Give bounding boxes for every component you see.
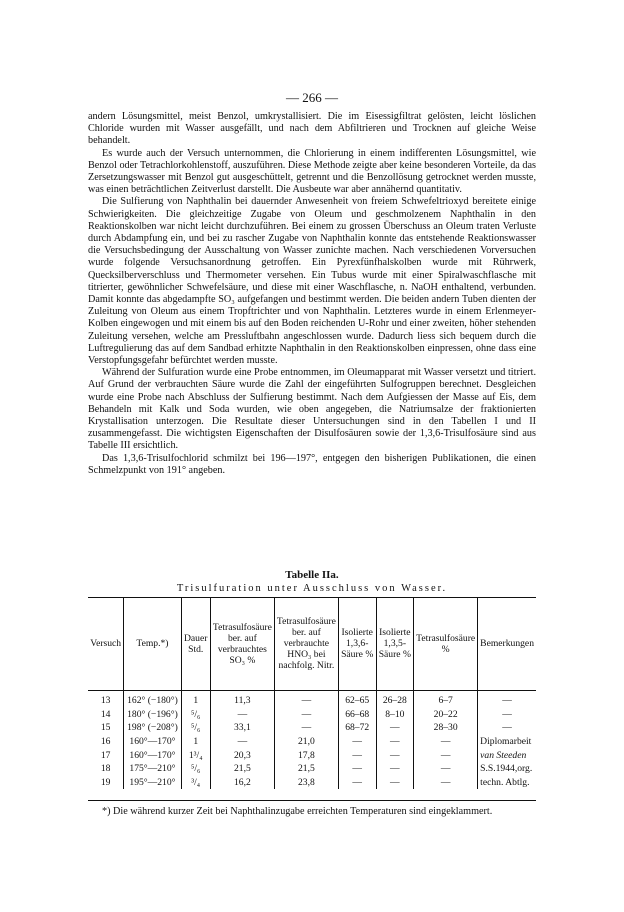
table-cell: 13 [100,694,111,706]
footnote-text: *) Die während kurzer Zeit bei Naphthalinzugabe erreichten Temperaturen sind eingeklammert. [102,806,493,817]
footnote [88,806,536,818]
table-cell: 180° (−196°) [124,707,181,721]
table-cell: 33,1 [210,721,274,735]
table-cell: 17,8 [274,748,338,762]
table-cell: — [478,721,536,735]
paragraph: Das 1,3,6-Trisulfochlorid schmilzt bei 196—197°, entgegen den bisherigen Publikationen, die einen Schmelzpunkt von 191° angeben. [88,452,536,476]
table-row [88,762,536,776]
col-header-bemerkungen: Bemerkungen [478,598,536,690]
table-cell: ⁵/₆ [181,707,210,721]
body-text [88,111,536,477]
col-header-tetra-hno3: Tetrasulfosäure ber. auf verbrauchte HNO₃ bei nachfolg. Nitr. [274,598,338,690]
col-header-versuch: Versuch [88,598,124,690]
table-cell: 8–10 [376,707,414,721]
table-row [88,748,536,762]
table-cell: — [274,707,338,721]
col-header-dauer: Dauer Std. [181,598,210,690]
table-cell: — [274,721,338,735]
table-cell: — [478,707,536,721]
table-cell: — [478,690,536,707]
table-cell: 198° (−208°) [124,721,181,735]
table-cell: — [414,776,478,790]
table-cell: — [338,762,376,776]
table-cell: ³/₄ [181,776,210,790]
table-row [88,690,536,707]
table-cell: — [414,762,478,776]
table-cell: 11,3 [210,690,274,707]
table-cell: — [210,735,274,749]
table-cell: — [376,721,414,735]
table-cell: 195°—210° [124,776,181,790]
table-cell: Diplomarbeit [478,735,536,749]
table-cell: 175°—210° [124,762,181,776]
col-header-136: Isolierte 1,3,6-Säure % [338,598,376,690]
table-cell: 26–28 [376,690,414,707]
paragraph: Die Sulfierung von Naphthalin bei dauernder Anwesenheit von freiem Schwefeltrioxyd bereitete einige Schwierigkeiten. Die gleichzeitige Zugabe von Oleum und geschmolzenem Naphthalin in den Reaktionskolben war nicht leicht durchzuführen. Bei einem zu grossen Überschuss an Oleum traten Verluste durch Abdampfung ein, und bei zu rascher Zugabe von Naphthalin konnte das entstehende Reaktionswasser die Versuchsbedingung der Ausschaltung von Wasser zunichte machen. Nach verschiedenen Vorversuchen wurde folgende Versuchsanordnung getroffen. Ein Pyrexfünfhalskolben wurde mit Rührwerk, Quecksilberverschluss und Thermometer versehen. Ein Tubus wurde mit einer Spiralwaschflasche mit titrierter, gewöhnlicher Schwefelsäure, und diese mit einer Waschflasche, n. NaOH enthaltend, verbunden. Damit konnte das abgedampfte SO₃ aufgefangen und bestimmt werden. Die beiden andern Tuben dienten der Zuleitung von Oleum aus einem Tropftrichter und von Naphthalin. Letzteres wurde in einem Erlenmeyer-Kolben eingewogen und mit einem bis auf den Boden reichenden U-Rohr und einer zweiten, höher stehenden Zuleitung versehen, welche am Pressluftbahn angeschlossen wurde. Dadurch liess sich bequem durch die Luftregulierung das auf dem Sandbad erhitzte Naphthalin in den Reaktionskolben einpressen, ohne dass eine Verstopfungsgefahr befürchtet werden musste. [88,196,536,367]
table-row [88,735,536,749]
results-table [88,598,536,789]
table-cell: 15 [100,722,111,734]
table-cell: — [376,762,414,776]
table-cell: — [338,735,376,749]
col-header-temp: Temp.*) [124,598,181,690]
table-cell: 66–68 [338,707,376,721]
table-cell: — [338,748,376,762]
table-cell: 21,5 [274,762,338,776]
table-cell: — [414,735,478,749]
table-row [88,776,536,790]
table-cell: — [414,748,478,762]
paragraph: Es wurde auch der Versuch unternommen, die Chlorierung in einem indifferenten Lösungsmittel, wie Benzol oder Tetrachlorkohlenstoff, auszuführen. Diese Methode zeigte aber keine besonderen Vorteile, da das Zersetzungswasser mit Benzol gut ausgeschüttelt, getrennt und die Benzollösung getrocknet werden musste, was einen beträchtlichen Zeitverlust darstellt. Die Ausbeute war aber annähernd quantitativ. [88,147,536,196]
table-cell: ⁵/₆ [181,721,210,735]
table-cell: 1³/₄ [181,748,210,762]
table-cell: — [338,776,376,790]
col-header-tetra: Tetrasulfosäure % [414,598,478,690]
table-cell: 21,5 [210,762,274,776]
table-cell: 28–30 [414,721,478,735]
table-cell: 1 [181,690,210,707]
col-header-135: Isolierte 1,3,5-Säure % [376,598,414,690]
table-cell: 1 [181,735,210,749]
page-number: — 266 — [286,90,338,105]
table-cell: — [376,776,414,790]
table-title: Tabelle IIa. [285,569,339,581]
paragraph: Während der Sulfuration wurde eine Probe entnommen, im Oleumapparat mit Wasser versetzt und titriert. Auf Grund der verbrauchten Säure wurde die Zahl der eingeführten Sulfogruppen berechnet. Desgleichen wurde eine Probe nach Abschluss der Sulfierung bestimmt. Nach dem Aufgiessen der Masse auf Eis, dem Behandeln mit Kalk und Soda wurden, wie oben angegeben, die Natriumsalze der fraktionierten Krystallisation unterzogen. Die Resultate dieser Untersuchungen sind in den Tabellen I und II zusammengefasst. Die wichtigsten Eigenschaften der Disulfosäuren sowie der 1,3,6-Trisulfosäure sind aus Tabelle III ersichtlich. [88,367,536,452]
table-row [88,707,536,721]
table-header-row [88,598,536,690]
table-cell: ⁵/₆ [181,762,210,776]
table-cell: 16 [100,735,111,747]
table-row [88,721,536,735]
table-cell: S.S.1944,org. [478,762,536,776]
table-cell: 16,2 [210,776,274,790]
table-cell: techn. Abtlg. [478,776,536,790]
table-cell: 23,8 [274,776,338,790]
table-cell: 6–7 [414,690,478,707]
table-cell: 160°—170° [124,735,181,749]
table-cell: 162° (−180°) [124,690,181,707]
table-cell: 20–22 [414,707,478,721]
table-cell: 21,0 [274,735,338,749]
table-cell: 160°—170° [124,748,181,762]
table-cell: 18 [100,763,111,775]
table-cell: — [376,748,414,762]
table-cell: 62–65 [338,690,376,707]
table-cell: 14 [100,708,111,720]
table-cell: 19 [100,776,111,788]
table-bottom-rule [88,800,536,801]
table-cell: 20,3 [210,748,274,762]
table-cell: — [210,707,274,721]
col-header-tetra-so3: Tetrasulfosäure ber. auf verbrauchtes SO₃ % [210,598,274,690]
table-subtitle: Trisulfuration unter Ausschluss von Wasser. [176,583,448,594]
table-body [88,690,536,789]
paragraph: andern Lösungsmittel, meist Benzol, umkrystallisiert. Die im Eisessigfiltrat gelösten, leicht löslichen Chloride wurden mit Wasser ausgefällt, und nach dem Abfiltrieren und Trocknen auf gleiche Weise behandelt. [88,111,536,147]
table-cell: van Steeden [478,748,536,762]
table-cell: 17 [100,749,111,761]
table-cell: 68–72 [338,721,376,735]
table-cell: — [274,690,338,707]
table-cell: — [376,735,414,749]
